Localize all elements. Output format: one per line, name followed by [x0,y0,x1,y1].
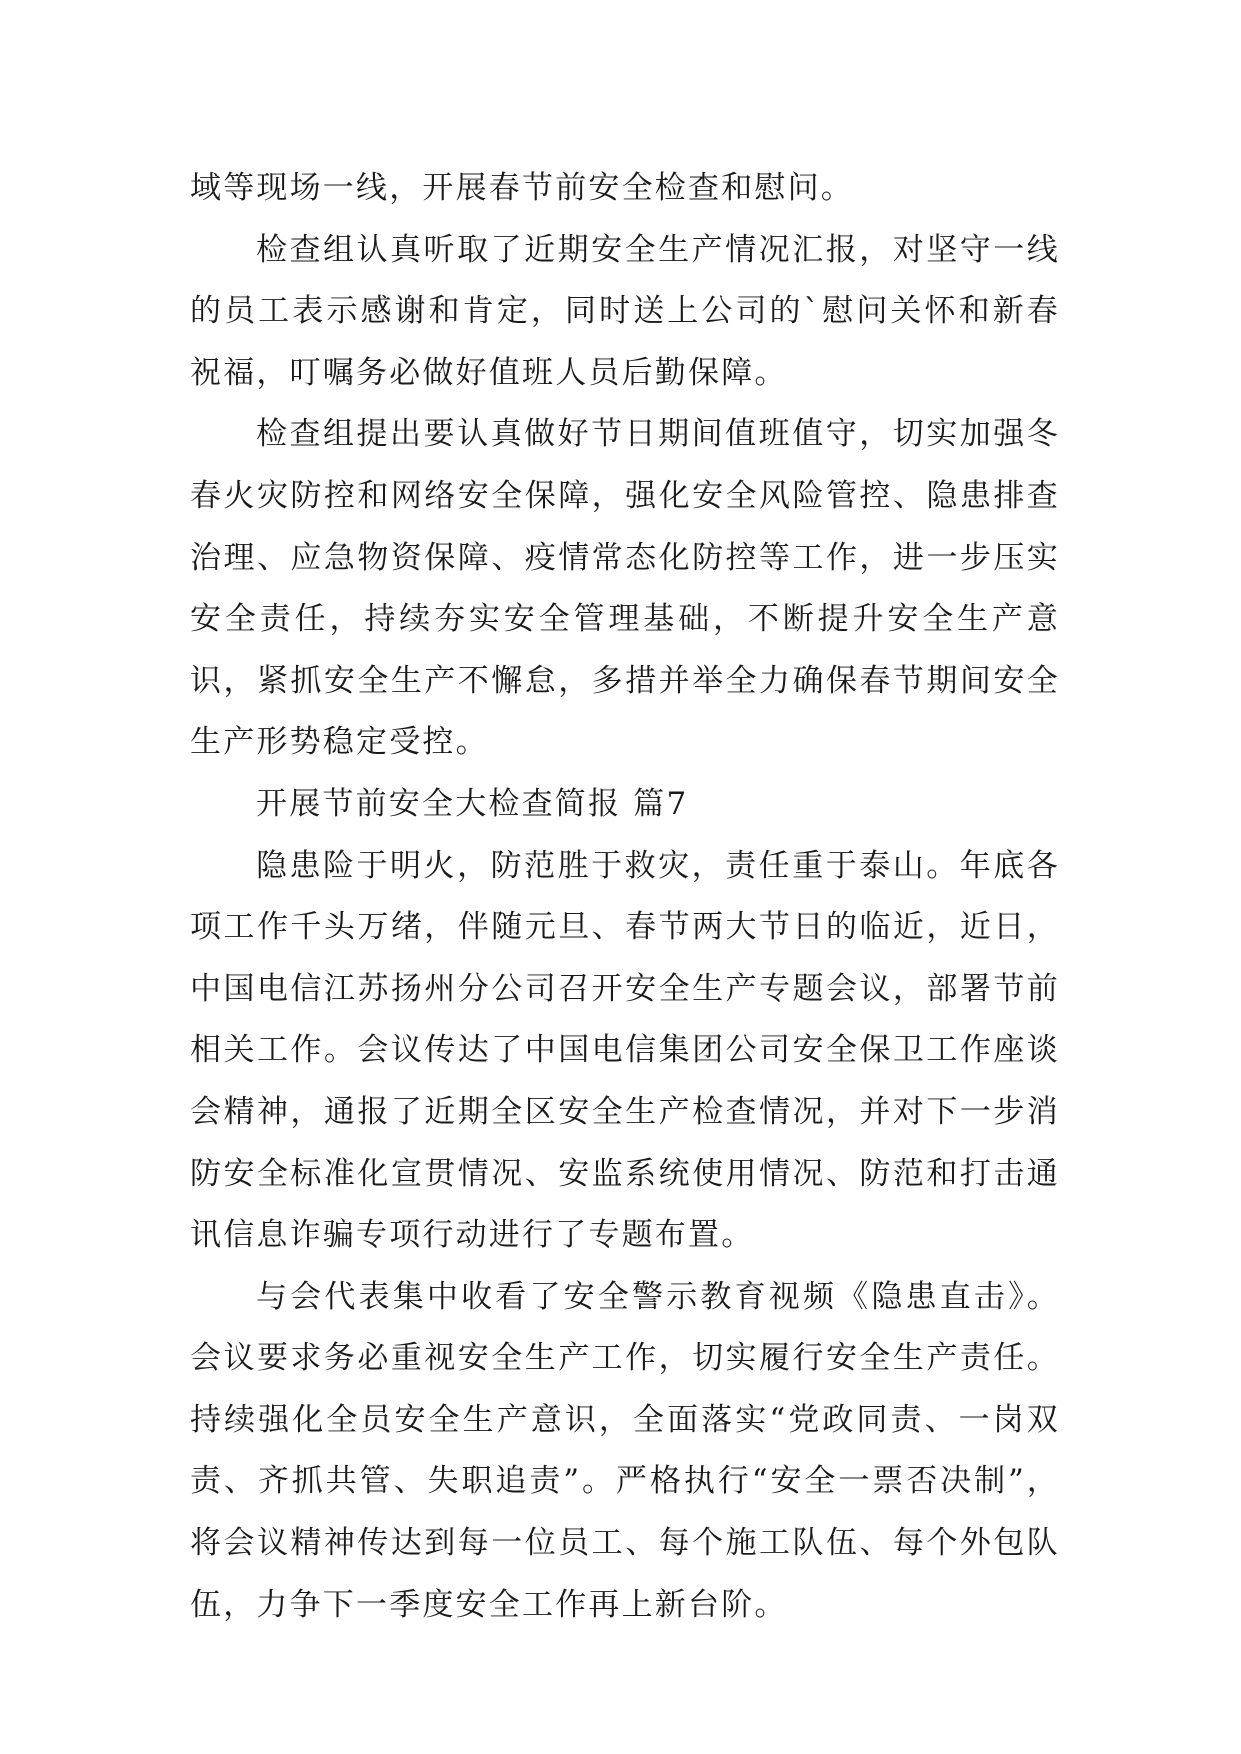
paragraph-3: 检查组提出要认真做好节日期间值班值守，切实加强冬春火灾防控和网络安全保障，强化安全风险管控、隐患排查治理、应急物资保障、疫情常态化防控等工作，进一步压实安全责任，持续夯实安全管理基础，不断提升安全生产意识，紧抓安全生产不懈怠，多措并举全力确保春节期间安全生产形势稳定受控。 [190,416,1060,761]
paragraph-4: 隐患险于明火，防范胜于救灾，责任重于泰山。年底各项工作千头万绪，伴随元旦、春节两大节日的临近，近日，中国电信江苏扬州分公司召开安全生产专题会议，部署节前相关工作。会议传达了中国电信集团公司安全保卫工作座谈会精神，通报了近期全区安全生产检查情况，并对下一步消防安全标准化宣贯情况、安监系统使用情况、防范和打击通讯信息诈骗专项行动进行了专题布置。 [190,847,1060,1254]
paragraph-5: 与会代表集中收看了安全警示教育视频《隐患直击》。会议要求务必重视安全生产工作，切实履行安全生产责任。持续强化全员安全生产意识，全面落实“党政同责、一岗双责、齐抓共管、失职追责”。严格执行“安全一票否决制”，将会议精神传达到每一位员工、每个施工队伍、每个外包队伍，力争下一季度安全工作再上新台阶。 [190,1278,1060,1623]
section-heading: 开展节前安全大检查简报 篇7 [256,785,689,822]
document-body [190,158,1060,1636]
paragraph-2: 检查组认真听取了近期安全生产情况汇报，对坚守一线的员工表示感谢和肯定，同时送上公司的`慰问关怀和新春祝福，叮嘱务必做好值班人员后勤保障。 [190,231,1060,391]
paragraph-1: 域等现场一线，开展春节前安全检查和慰问。 [190,170,854,206]
